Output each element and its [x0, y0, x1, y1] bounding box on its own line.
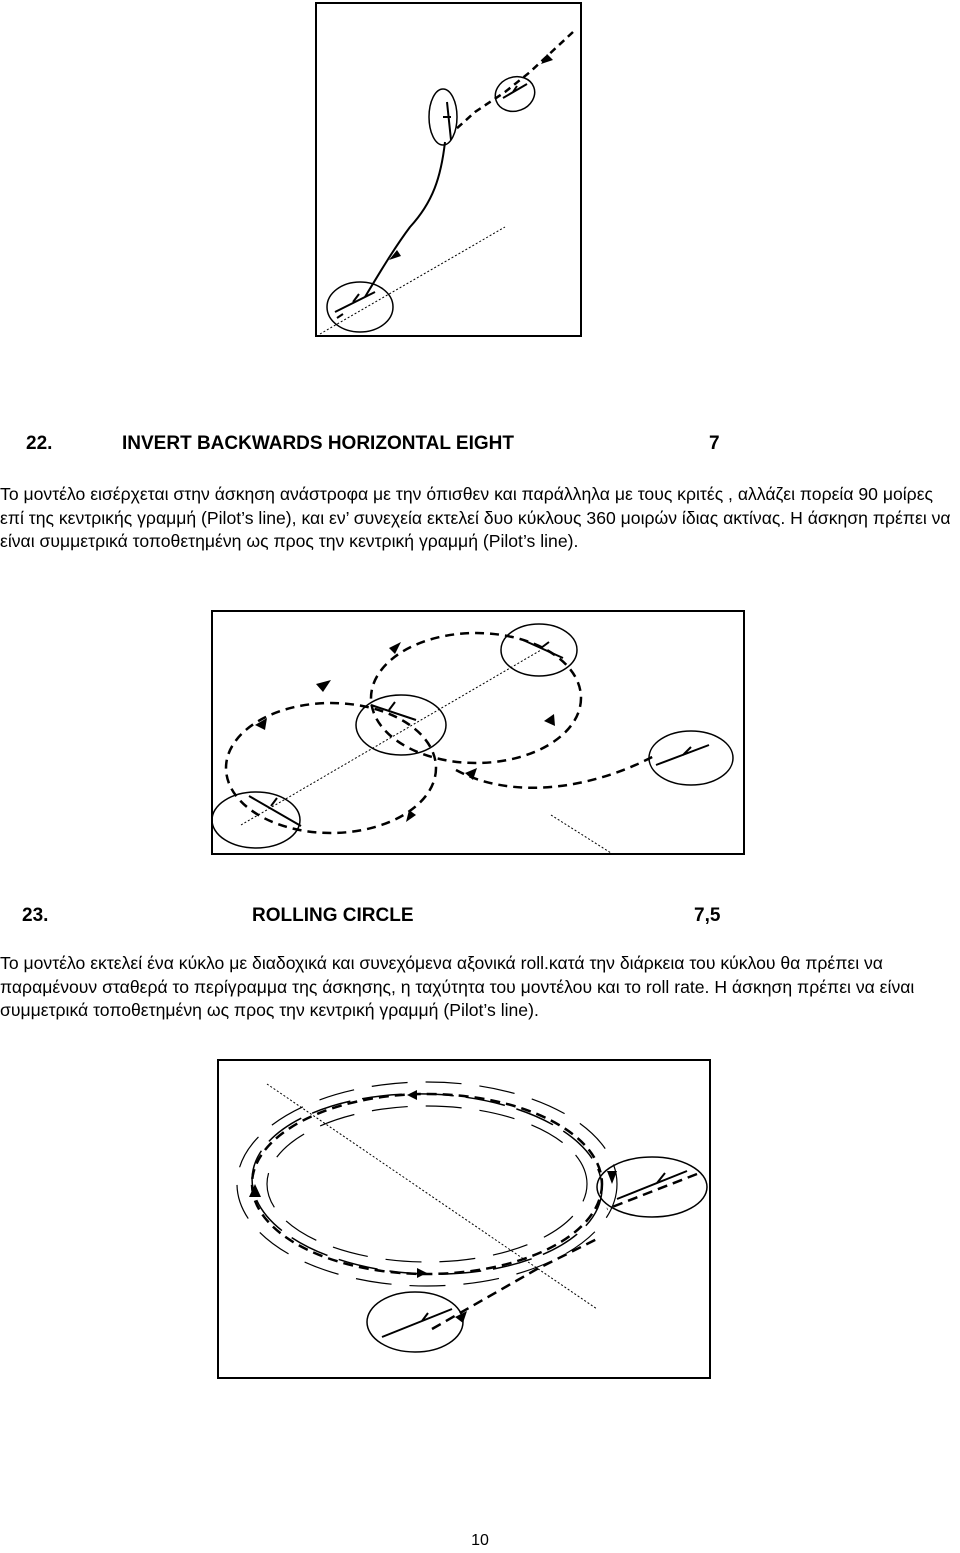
section-23-description: Το μοντέλο εκτελεί ένα κύκλο με διαδοχικά και συνεχόμενα αξονικά roll.κατά την διάρκεια του κύκλου θα πρέπει να παραμένουν σταθερά το περίγραμμα της άσκησης, η ταχύτητα του μοντέλου και το roll rate. Η άσκηση πρέπει να είναι συμμετρικά τοποθετημένη ως προς την κεντρική γραμμή (Pilot’s line). [0, 953, 915, 1020]
rolling-circle-svg [217, 1059, 712, 1380]
horizontal-eight-svg [211, 610, 746, 856]
section-22-description: Το μοντέλο εισέρχεται στην άσκηση ανάστροφα με την όπισθεν και παράλληλα με τους κριτές , αλλάζει πορεία 90 μοίρες επί της κεντρικής γραμμή (Pilot’s line), και εν’ συνεχεία εκτελεί δυο κύκλους 360 μοιρών ίδιας ακτίνας. Η άσκηση πρέπει να είναι συμμετρικά τοποθετημένη ως προς την κεντρική γραμμή (Pilot’s line). [0, 484, 951, 551]
section-22-heading [26, 433, 936, 459]
section-23-heading [22, 905, 936, 931]
section-title: INVERT BACKWARDS HORIZONTAL EIGHT [122, 433, 514, 454]
figure-turn-diagram [315, 2, 583, 338]
section-score: 7,5 [694, 905, 721, 926]
page-number: 10 [471, 1532, 489, 1549]
section-title: ROLLING CIRCLE [252, 905, 414, 926]
section-number: 23. [22, 905, 49, 926]
figure-horizontal-eight [211, 610, 746, 856]
figure-rolling-circle [217, 1059, 712, 1380]
section-score: 7 [709, 433, 720, 454]
section-number: 22. [26, 433, 53, 454]
turn-diagram-svg [315, 2, 583, 338]
